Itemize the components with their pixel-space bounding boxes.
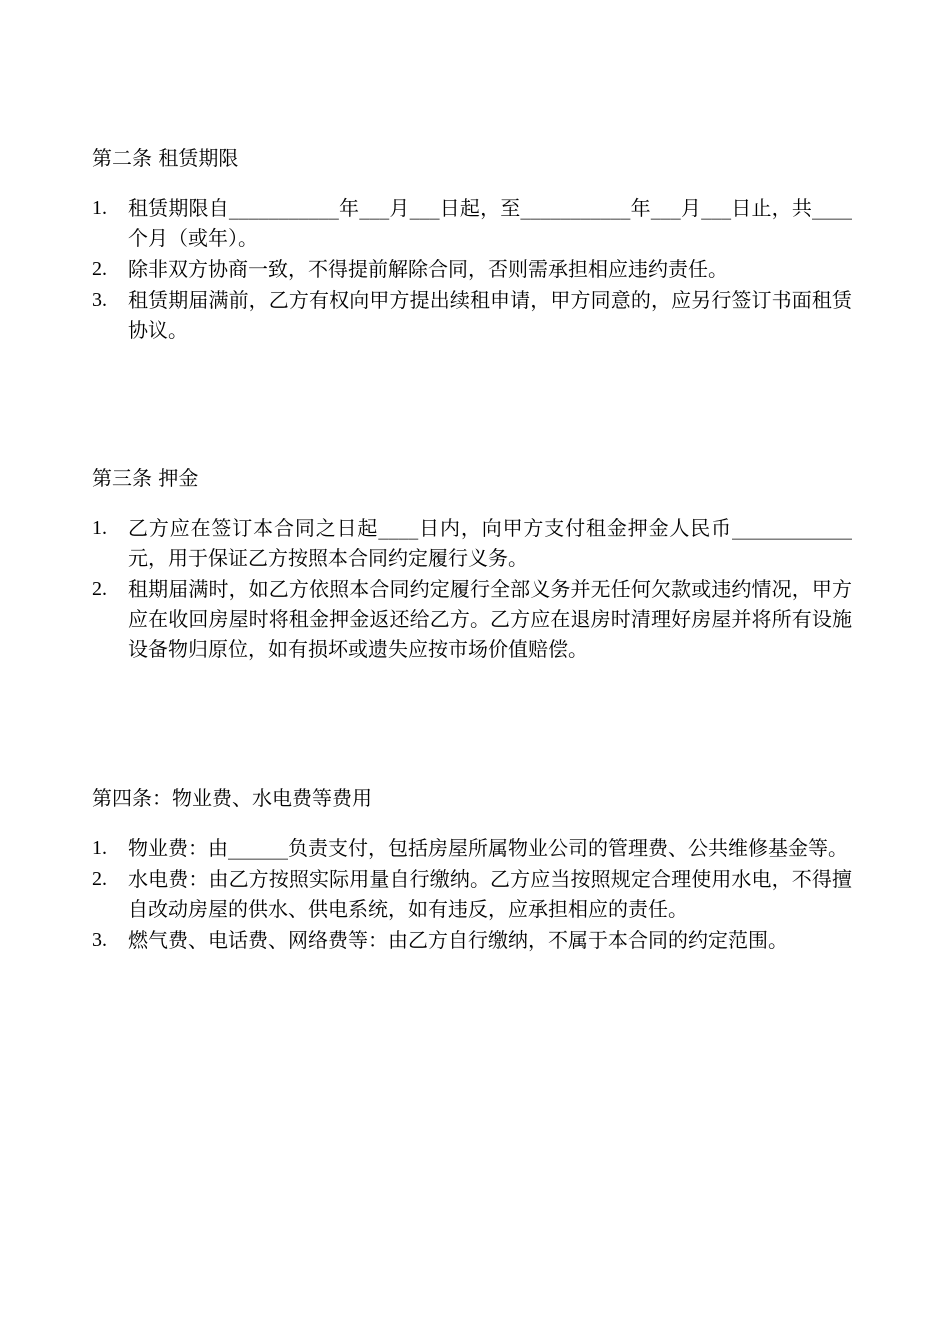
item-text: 水电费：由乙方按照实际用量自行缴纳。乙方应当按照规定合理使用水电，不得擅自改动房屋的供水、供电系统，如有违反，应承担相应的责任。 [128, 867, 852, 921]
section-heading: 第三条 押金 [92, 466, 199, 490]
list-item [92, 574, 852, 664]
list-item [92, 285, 852, 345]
item-text: 租赁期限自___________年___月___日起，至___________年___月___日止，共____个月（或年）。 [128, 196, 852, 250]
item-text: 租期届满时，如乙方依照本合同约定履行全部义务并无任何欠款或违约情况，甲方应在收回房屋时将租金押金返还给乙方。乙方应在退房时清理好房屋并将所有设施设备物归原位，如有损坏或遗失应按市场价值赔偿。 [128, 577, 852, 661]
item-number: 2. [92, 868, 107, 890]
item-text: 除非双方协商一致，不得提前解除合同，否则需承担相应违约责任。 [128, 257, 728, 281]
item-number: 1. [92, 837, 107, 859]
item-text: 乙方应在签订本合同之日起____日内，向甲方支付租金押金人民币____________元，用于保证乙方按照本合同约定履行义务。 [128, 516, 852, 570]
list-item [92, 193, 852, 253]
list-item [92, 833, 852, 863]
item-number: 2. [92, 258, 107, 280]
list-item [92, 925, 852, 955]
clause-list [92, 513, 852, 664]
item-number: 1. [92, 517, 107, 539]
item-number: 1. [92, 197, 107, 219]
section-deposit [92, 463, 852, 665]
list-item [92, 864, 852, 924]
item-text: 租赁期届满前，乙方有权向甲方提出续租申请，甲方同意的，应另行签订书面租赁协议。 [128, 288, 852, 342]
list-item [92, 513, 852, 573]
section-heading: 第四条：物业费、水电费等费用 [92, 786, 372, 810]
clause-list [92, 833, 852, 955]
item-text: 物业费：由______负责支付，包括房屋所属物业公司的管理费、公共维修基金等。 [128, 836, 848, 860]
section-property-fees [92, 783, 852, 956]
list-item [92, 254, 852, 284]
item-number: 3. [92, 289, 107, 311]
section-heading: 第二条 租赁期限 [92, 146, 239, 170]
section-lease-term [92, 143, 852, 346]
item-number: 3. [92, 929, 107, 951]
item-text: 燃气费、电话费、网络费等：由乙方自行缴纳，不属于本合同的约定范围。 [128, 928, 788, 952]
item-number: 2. [92, 578, 107, 600]
clause-list [92, 193, 852, 345]
